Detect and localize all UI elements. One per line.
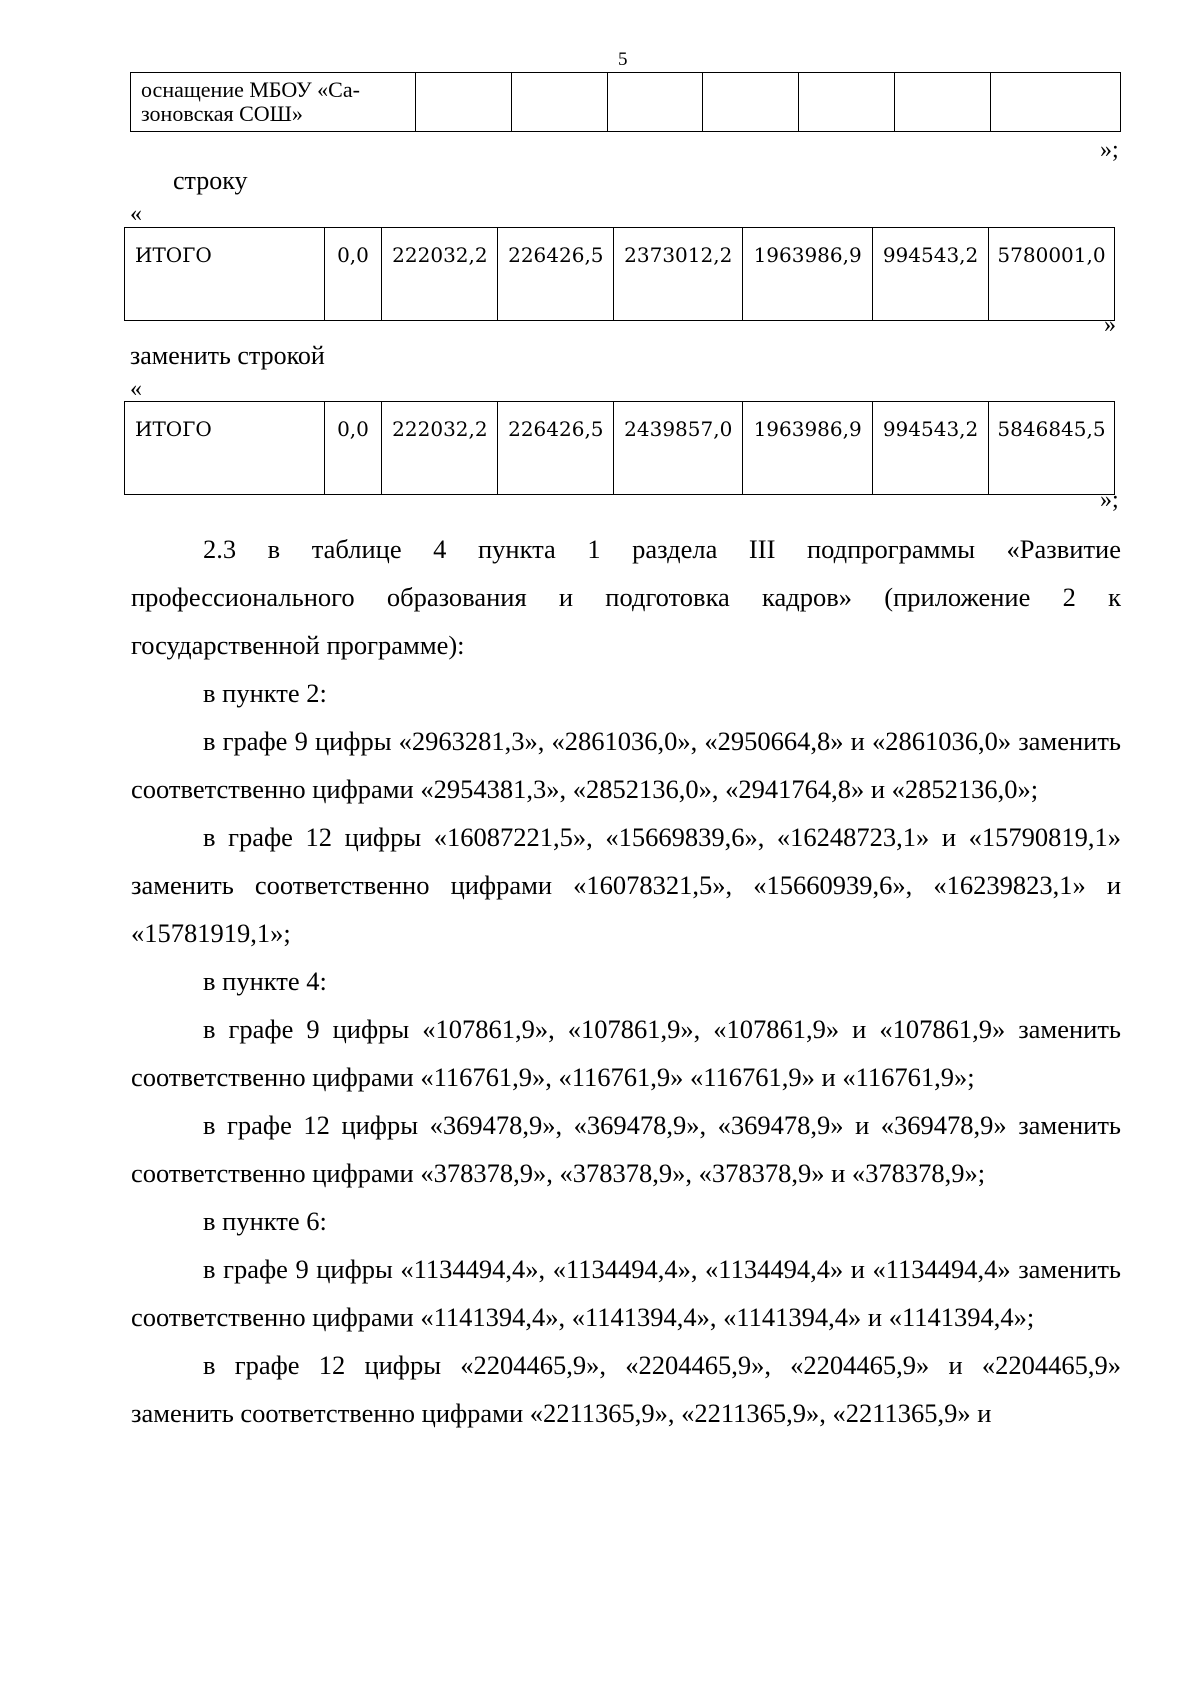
opening-quote: « [130,376,142,402]
paragraph: в графе 12 цифры «2204465,9», «2204465,9», «2204465,9» и «2204465,9» заменить соответственно цифрами «2211365,9», «2211365,9», «2211365,9» и [131,1350,1121,1428]
page-number: 5 [618,49,628,70]
paragraph: в пункте 2: [203,678,327,708]
total-label-cell: ИТОГО [125,402,325,495]
paragraph: 2.3 в таблице 4 пункта 1 раздела III подпрограммы «Развитие профессионального образования и подготовка кадров» (приложение 2 к государственной программе): [131,534,1121,660]
table-cell: 2373012,2 [614,228,743,321]
table-row [131,73,1121,132]
table-cell [607,73,703,132]
row-label-text: строку [173,166,248,195]
table-row [125,228,1115,321]
table-cell [511,73,607,132]
table-cell: 1963986,9 [743,228,873,321]
table-cell: 1963986,9 [743,402,873,495]
table-cell: 2439857,0 [614,402,743,495]
total-label-cell: ИТОГО [125,228,325,321]
amendment-body [131,525,1121,1437]
table-cell: 222032,2 [382,228,498,321]
paragraph: в пункте 6: [203,1206,327,1236]
table-cell: 994543,2 [873,402,989,495]
table-cell: 0,0 [324,228,382,321]
replace-label-text: заменить строкой [130,341,325,370]
table-cell [895,73,991,132]
table-cell: 226426,5 [498,228,614,321]
table-cell: 222032,2 [382,402,498,495]
table-cell [415,73,511,132]
table-row [125,402,1115,495]
paragraph: в графе 9 цифры «107861,9», «107861,9», «107861,9» и «107861,9» заменить соответственно цифрами «116761,9», «116761,9» «116761,9» и «116761,9»; [131,1014,1121,1092]
closing-quote: »; [1100,137,1119,163]
row-name-cell: оснащение МБОУ «Са- зоновская СОШ» [131,73,416,132]
table-cell: 5846845,5 [989,402,1115,495]
opening-quote: « [130,201,142,227]
paragraph: в графе 9 цифры «1134494,4», «1134494,4», «1134494,4» и «1134494,4» заменить соответственно цифрами «1141394,4», «1141394,4», «1141394,4» и «1141394,4»; [131,1254,1121,1332]
paragraph: в графе 12 цифры «16087221,5», «15669839,6», «16248723,1» и «15790819,1» заменить соответственно цифрами «16078321,5», «15660939,6», «16239823,1» и «15781919,1»; [131,822,1121,948]
table-cell: 5780001,0 [989,228,1115,321]
new-total-table [124,401,1115,495]
old-total-table [124,227,1115,321]
table-cell: 226426,5 [498,402,614,495]
table-cell: 0,0 [324,402,382,495]
table-cell [991,73,1121,132]
continuation-table [130,72,1121,132]
paragraph: в графе 9 цифры «2963281,3», «2861036,0», «2950664,8» и «2861036,0» заменить соответственно цифрами «2954381,3», «2852136,0», «2941764,8» и «2852136,0»; [131,726,1121,804]
table-cell [703,73,799,132]
paragraph: в графе 12 цифры «369478,9», «369478,9», «369478,9» и «369478,9» заменить соответственно цифрами «378378,9», «378378,9», «378378,9» и «378378,9»; [131,1110,1121,1188]
closing-quote: » [1104,312,1116,338]
table-cell: 994543,2 [873,228,989,321]
table-cell [799,73,895,132]
closing-quote: »; [1100,487,1119,513]
paragraph: в пункте 4: [203,966,327,996]
